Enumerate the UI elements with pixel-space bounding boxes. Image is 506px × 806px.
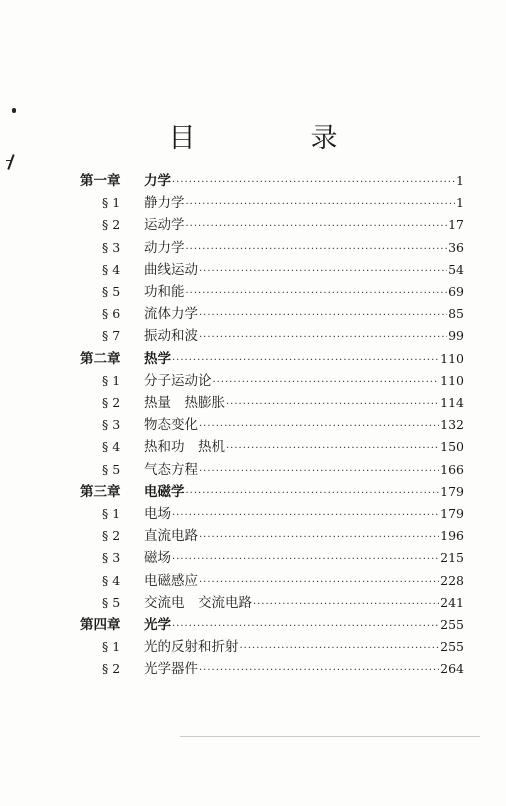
toc-section-row xyxy=(0,436,506,458)
toc-section-row xyxy=(0,592,506,614)
section-title: 物态变化 xyxy=(144,417,198,434)
dot-leader xyxy=(199,305,447,327)
toc-section-row xyxy=(0,658,506,680)
dot-leader xyxy=(253,594,439,616)
scan-speck xyxy=(12,108,16,113)
toc-chapter-row xyxy=(0,614,506,636)
section-title: 静力学 xyxy=(144,195,185,212)
dot-leader xyxy=(186,239,448,261)
toc-entry xyxy=(144,525,464,549)
chapter-number: 第四章 xyxy=(80,617,121,633)
dot-leader xyxy=(186,194,456,216)
section-number: § 5 xyxy=(102,461,121,477)
toc-entry xyxy=(144,370,464,394)
section-number: § 7 xyxy=(102,328,121,344)
toc-entry xyxy=(144,392,464,416)
chapter-title: 力学 xyxy=(144,173,171,189)
dot-leader xyxy=(172,172,455,194)
dot-leader xyxy=(199,261,447,283)
toc-section-row xyxy=(0,370,506,392)
section-number: § 2 xyxy=(102,661,121,677)
section-number: § 4 xyxy=(102,439,121,455)
toc-entry xyxy=(144,348,464,372)
chapter-number: 第一章 xyxy=(80,173,121,189)
toc-entry xyxy=(144,570,464,594)
toc-section-row xyxy=(0,259,506,281)
toc-section-row xyxy=(0,459,506,481)
toc-entry xyxy=(144,592,464,616)
page-number: 132 xyxy=(440,417,464,433)
page-number: 1 xyxy=(456,195,464,211)
dot-leader xyxy=(213,372,440,394)
toc-entry xyxy=(144,658,464,682)
dot-leader xyxy=(186,283,448,305)
toc-section-row xyxy=(0,503,506,525)
page-number: 36 xyxy=(448,239,464,255)
page-number: 255 xyxy=(440,639,464,655)
section-title: 功和能 xyxy=(144,284,185,300)
scan-mark xyxy=(6,160,12,161)
page-number: 110 xyxy=(440,350,464,366)
scan-mark xyxy=(7,154,14,170)
toc-entry xyxy=(144,192,464,216)
section-title: 热量 热膨胀 xyxy=(144,395,225,411)
toc-entry xyxy=(144,214,464,238)
scan-line xyxy=(180,736,480,737)
page-number: 241 xyxy=(440,594,464,610)
section-number: § 5 xyxy=(102,284,121,299)
section-title: 振动和波 xyxy=(144,328,198,345)
toc-chapter-row xyxy=(0,348,506,370)
section-title: 气态方程 xyxy=(144,461,198,478)
page-number: 54 xyxy=(448,261,464,277)
dot-leader xyxy=(172,350,439,372)
toc-section-row xyxy=(0,192,506,214)
toc-entry xyxy=(144,459,464,483)
dot-leader xyxy=(199,327,447,349)
section-title: 流体力学 xyxy=(144,306,198,323)
toc-section-row xyxy=(0,547,506,569)
section-number: § 3 xyxy=(102,417,121,433)
toc-section-row xyxy=(0,281,506,303)
page-number: 264 xyxy=(440,661,464,677)
page-number: 196 xyxy=(440,528,464,544)
section-number: § 2 xyxy=(102,395,121,410)
toc-entry xyxy=(144,547,464,571)
section-number: § 1 xyxy=(102,372,121,388)
page-number: 255 xyxy=(440,617,464,632)
section-title: 电磁感应 xyxy=(144,572,198,589)
toc-entry xyxy=(144,636,464,660)
section-title: 分子运动论 xyxy=(144,372,212,389)
chapter-title: 热学 xyxy=(144,350,171,367)
toc-chapter-row xyxy=(0,170,506,192)
dot-leader xyxy=(186,216,448,238)
toc-section-row xyxy=(0,414,506,436)
section-title: 运动学 xyxy=(144,217,185,234)
dot-leader xyxy=(199,660,439,682)
toc-entry xyxy=(144,303,464,327)
toc-section-row xyxy=(0,303,506,325)
dot-leader xyxy=(172,505,439,527)
toc-entry xyxy=(144,170,464,194)
chapter-number: 第二章 xyxy=(80,350,121,367)
toc-chapter-row xyxy=(0,481,506,503)
dot-leader xyxy=(199,572,439,594)
toc-entry xyxy=(144,614,464,638)
section-title: 热和功 热机 xyxy=(144,439,225,456)
toc-section-row xyxy=(0,636,506,658)
section-number: § 4 xyxy=(102,572,121,588)
page-title: 目 录 xyxy=(168,123,382,154)
toc-section-row xyxy=(0,570,506,592)
toc-entry xyxy=(144,503,464,527)
toc-entry xyxy=(144,325,464,349)
dot-leader xyxy=(240,638,440,660)
page-number: 99 xyxy=(448,328,464,344)
chapter-title: 光学 xyxy=(144,617,171,633)
dot-leader xyxy=(172,616,439,638)
toc-entry xyxy=(144,281,464,305)
section-title: 直流电路 xyxy=(144,528,198,545)
toc-section-row xyxy=(0,237,506,259)
page-number: 166 xyxy=(440,461,464,477)
section-number: § 1 xyxy=(102,195,121,211)
dot-leader xyxy=(226,438,439,460)
dot-leader xyxy=(199,527,439,549)
toc-entry xyxy=(144,414,464,438)
toc-entry xyxy=(144,436,464,460)
section-title: 电场 xyxy=(144,506,171,522)
toc-section-row xyxy=(0,525,506,547)
page-number: 179 xyxy=(440,506,464,521)
section-title: 动力学 xyxy=(144,239,185,256)
section-title: 交流电 交流电路 xyxy=(144,594,252,611)
page-number: 69 xyxy=(448,284,464,299)
section-number: § 3 xyxy=(102,239,121,255)
chapter-number: 第三章 xyxy=(80,483,121,500)
section-title: 光学器件 xyxy=(144,661,198,678)
page-number: 17 xyxy=(448,217,464,233)
section-number: § 1 xyxy=(102,639,121,655)
toc-entry xyxy=(144,259,464,283)
dot-leader xyxy=(186,483,440,505)
page-number: 215 xyxy=(440,550,464,566)
page-number: 1 xyxy=(456,173,464,188)
section-number: § 4 xyxy=(102,261,121,277)
section-number: § 3 xyxy=(102,550,121,566)
section-title: 曲线运动 xyxy=(144,261,198,278)
page-number: 85 xyxy=(448,306,464,322)
dot-leader xyxy=(226,394,439,416)
page-number: 228 xyxy=(440,572,464,588)
section-number: § 2 xyxy=(102,217,121,233)
dot-leader xyxy=(199,416,439,438)
page-number: 150 xyxy=(440,439,464,455)
section-number: § 2 xyxy=(102,528,121,544)
toc-section-row xyxy=(0,392,506,414)
chapter-title: 电磁学 xyxy=(144,483,185,500)
page-number: 110 xyxy=(440,372,464,388)
dot-leader xyxy=(172,549,439,571)
toc-section-row xyxy=(0,325,506,347)
page-number: 179 xyxy=(440,483,464,499)
section-title: 光的反射和折射 xyxy=(144,639,239,656)
section-number: § 6 xyxy=(102,306,121,322)
section-number: § 1 xyxy=(102,506,121,521)
toc-section-row xyxy=(0,214,506,236)
toc-entry xyxy=(144,237,464,261)
dot-leader xyxy=(199,461,439,483)
section-number: § 5 xyxy=(102,594,121,610)
toc-entry xyxy=(144,481,464,505)
page-number: 114 xyxy=(440,395,464,410)
section-title: 磁场 xyxy=(144,550,171,567)
